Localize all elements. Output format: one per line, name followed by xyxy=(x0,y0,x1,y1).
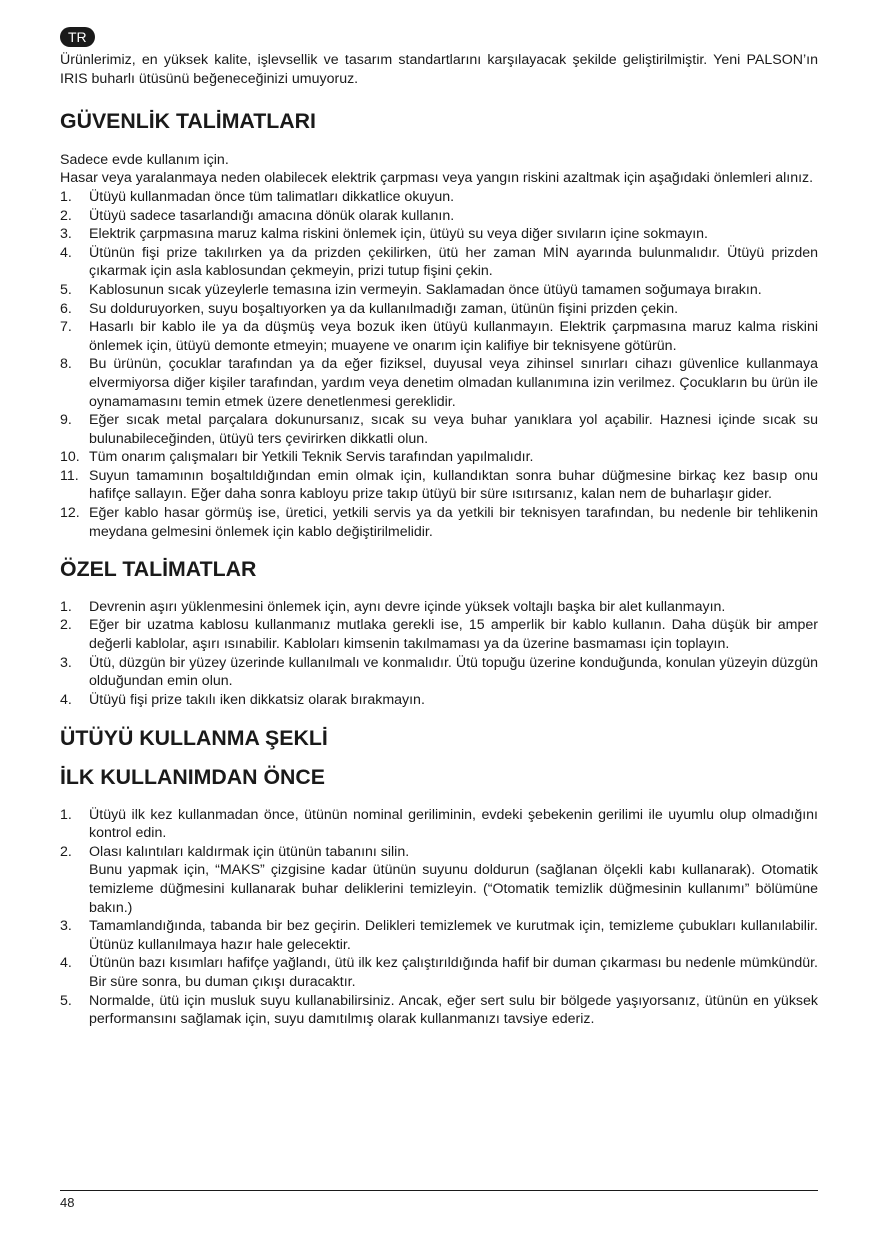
list-item-number: 10. xyxy=(60,449,80,466)
list-item-number: 2. xyxy=(60,617,72,634)
list-item-text: Ütünün fişi prize takılırken ya da prizden çekilirken, ütü her zaman MİN ayarında bulunmalıdır. Ütüyü prizden çıkarmak için asla kablosundan çekmeyin, prizi tutup fişini çekin. xyxy=(89,244,818,280)
list-item-number: 4. xyxy=(60,244,72,261)
list-item xyxy=(60,504,818,541)
list-item-text: Su dolduruyorken, suyu boşaltıyorken ya da kullanılmadığı zaman, ütünün fişini prizden çekin. xyxy=(89,300,679,317)
list-item-number: 2. xyxy=(60,207,72,224)
list-item-text: Devrenin aşırı yüklenmesini önlemek için, aynı devre içinde yüksek voltajlı başka bir alet kullanmayın. xyxy=(89,598,726,615)
list-item-text: Hasarlı bir kablo ile ya da düşmüş veya bozuk iken ütüyü kullanmayın. Elektrik çarpmasına maruz kalma riskini önlemek için, ütüyü demonte etmeyin; muayene ve onarım için kalifiye bir teknisyene götürün. xyxy=(89,319,818,354)
intro-paragraph: Ürünlerimiz, en yüksek kalite, işlevsellik ve tasarım standartlarını karşılayacak şekilde geliştirilmiştir. Yeni PALSON’ın IRIS buharlı ütüsünü beğeneceğinizi umuyoruz. xyxy=(60,52,818,87)
usage-heading: ÜTÜYÜ KULLANMA ŞEKLİ xyxy=(60,726,328,751)
list-item xyxy=(60,654,818,691)
safety-line-1: Sadece evde kullanım için. xyxy=(60,151,229,168)
list-item-text: Normalde, ütü için musluk suyu kullanabilirsiniz. Ancak, eğer sert sulu bir bölgede yaşıyorsanız, ütünün en yüksek performansını sağlamak için, suyu damıtılmış olarak kullanmanızı tavsiye ederiz. xyxy=(89,992,818,1028)
list-item-text: Ütüyü ilk kez kullanmadan önce, ütünün nominal geriliminin, evdeki şebekenin gerilimi ile uyumlu olup olmadığını kontrol edin. xyxy=(89,806,818,842)
list-item xyxy=(60,616,818,653)
list-item-text: Suyun tamamının boşaltıldığından emin olmak için, kullandıktan sonra buhar düğmesine birkaç kez basıp onu hafifçe sallayın. Eğer daha sonra kabloyu prize takıp ütüyü bir süre ısıtırsanız, kalan nem de buharlaşır gider. xyxy=(89,467,818,503)
list-item-number: 11. xyxy=(60,467,79,484)
list-item xyxy=(60,225,818,244)
list-item-text: Tamamlandığında, tabanda bir bez geçirin. Delikleri temizlemek ve kurutmak için, temizleme çubukları kullanılabilir. Ütünüz kullanılmaya hazır hale gelecektir. xyxy=(89,918,818,953)
list-item xyxy=(60,188,818,207)
list-item-text: Ütüyü fişi prize takılı iken dikkatsiz olarak bırakmayın. xyxy=(89,691,425,708)
list-item-number: 2. xyxy=(60,843,72,860)
list-item xyxy=(60,954,818,991)
list-item-text: Eğer sıcak metal parçalara dokunursanız, sıcak su veya buhar yanıklara yol açabilir. Haznesi içinde sıcak su bulunabileceğinden, ütüyü ters çevirirken dikkatli olun. xyxy=(89,412,818,447)
safety-list xyxy=(60,188,818,541)
list-item-number: 9. xyxy=(60,412,72,429)
special-heading: ÖZEL TALİMATLAR xyxy=(60,557,257,582)
list-item-text: Tüm onarım çalışmaları bir Yetkili Teknik Servis tarafından yapılmalıdır. xyxy=(89,449,534,466)
list-item-text: Ütünün bazı kısımları hafifçe yağlandı, ütü ilk kez çalıştırıldığında hafif bir duman çıkarması bu nedenle mümkündür. Bir süre sonra, bu duman çıkışı duracaktır. xyxy=(89,955,818,990)
footer-divider xyxy=(60,1190,818,1191)
list-item xyxy=(60,300,818,319)
list-item-number: 8. xyxy=(60,356,72,373)
list-item xyxy=(60,467,818,504)
list-item-number: 1. xyxy=(60,598,72,615)
list-item-text: Elektrik çarpmasına maruz kalma riskini önlemek için, ütüyü su veya diğer sıvıların içine sokmayın. xyxy=(89,226,708,243)
language-badge: TR xyxy=(60,27,95,47)
list-item-number: 7. xyxy=(60,319,72,336)
list-item-extra-text: Bunu yapmak için, “MAKS” çizgisine kadar ütünün suyunu doldurun (sağlanan ölçekli kabı kullanarak). Otomatik temizleme düğmesini kullanarak buhar deliklerini temizleyin. (“Otomatik temizlik düğmesinin kullanımı” bölümüne bakın.) xyxy=(89,862,818,916)
list-item-number: 12. xyxy=(60,505,80,522)
list-item-text: Olası kalıntıları kaldırmak için ütünün tabanını silin. xyxy=(89,843,410,860)
list-item-text: Ütüyü sadece tasarlandığı amacına dönük olarak kullanın. xyxy=(89,207,455,224)
first-use-heading: İLK KULLANIMDAN ÖNCE xyxy=(60,765,326,789)
list-item-number: 5. xyxy=(60,992,72,1009)
list-item-text: Eğer kablo hasar görmüş ise, üretici, yetkili servis ya da yetkili bir teknisyen tarafından, bu nedenle bir tehlikenin meydana gelmesini önlemek için kablo değiştirilmelidir. xyxy=(89,505,818,540)
list-item xyxy=(60,355,818,411)
special-list xyxy=(60,598,818,710)
list-item-number: 1. xyxy=(60,188,72,205)
list-item-text: Ütüyü kullanmadan önce tüm talimatları dikkatlice okuyun. xyxy=(89,188,455,205)
list-item-number: 3. xyxy=(60,918,72,935)
list-item-number: 4. xyxy=(60,955,72,972)
list-item xyxy=(60,281,818,300)
list-item xyxy=(60,207,818,226)
list-item-number: 5. xyxy=(60,281,72,298)
list-item xyxy=(60,318,818,355)
list-item xyxy=(60,244,818,281)
list-item-text: Bu ürünün, çocuklar tarafından ya da eğer fiziksel, duyusal veya zihinsel sınırları cihazı güvenlice kullanmaya elvermiyorsa diğer kişiler tarafından, yardım veya denetim olmadan kullanımına izin verilmez. Çocukların bu ürün ile oynamamasını temin etmek üzere denetlenmesi gereklidir. xyxy=(89,356,818,410)
list-item-number: 6. xyxy=(60,300,72,317)
list-item-text: Kablosunun sıcak yüzeylerle temasına izin vermeyin. Saklamadan önce ütüyü tamamen soğumaya bırakın. xyxy=(89,281,762,298)
list-item xyxy=(60,448,818,467)
manual-page xyxy=(60,27,818,1029)
list-item xyxy=(60,411,818,448)
list-item-text: Ütü, düzgün bir yüzey üzerinde kullanılmalı ve konmalıdır. Ütü topuğu üzerine konduğunda, konulan yüzeyin düzgün olduğundan emin olun. xyxy=(89,654,818,690)
list-item xyxy=(60,691,818,710)
list-item xyxy=(60,992,818,1029)
list-item-number: 3. xyxy=(60,226,72,243)
list-item xyxy=(60,806,818,843)
list-item-number: 3. xyxy=(60,654,72,671)
list-item xyxy=(60,598,818,617)
first-use-list xyxy=(60,806,818,1029)
safety-line-2: Hasar veya yaralanmaya neden olabilecek elektrik çarpması veya yangın riskini azaltmak için aşağıdaki önlemleri alınız. xyxy=(60,170,814,187)
list-item-text: Eğer bir uzatma kablosu kullanmanız mutlaka gerekli ise, 15 amperlik bir kablo kullanın. Daha düşük bir amper değerli kablolar, aşırı ısınabilir. Kabloları kimsenin takılmaması ya da üzerine basmaması için toplayın. xyxy=(89,617,818,653)
list-item xyxy=(60,917,818,954)
page-number: 48 xyxy=(60,1195,75,1210)
safety-heading: GÜVENLİK TALİMATLARI xyxy=(60,109,316,134)
list-item-number: 4. xyxy=(60,691,72,708)
list-item xyxy=(60,843,818,917)
list-item-number: 1. xyxy=(60,806,72,823)
